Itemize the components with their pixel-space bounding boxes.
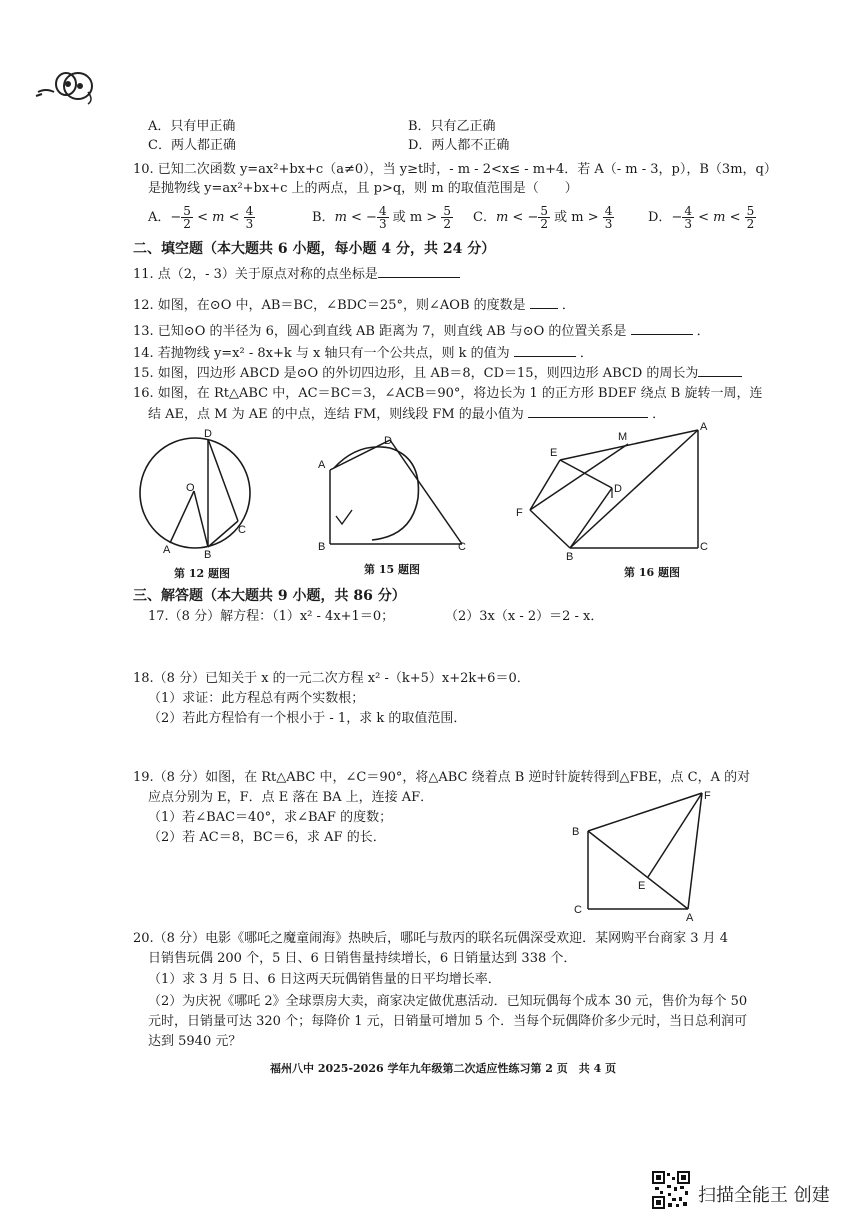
q9-option-b: B．只有乙正确 — [408, 119, 496, 134]
page-footer: 福州八中 2025-2026 学年九年级第二次适应性练习第 2 页 共 4 页 — [270, 1062, 617, 1075]
q17-part2: （2）3x（x - 2）＝2 - x． — [445, 609, 604, 624]
figure-15-caption: 第 15 题图 — [364, 563, 420, 576]
fig15-label-b: B — [318, 541, 326, 553]
figure-12-caption: 第 12 题图 — [174, 567, 230, 580]
fig15-label-d: D — [384, 435, 392, 447]
figure-16 — [510, 420, 720, 568]
q9-option-a: A．只有甲正确 — [148, 119, 236, 134]
q19-part1: （1）若∠BAC＝40°，求∠BAF 的度数； — [148, 810, 393, 825]
q12: 12. 如图，在⊙O 中，AB＝BC，∠BDC＝25°，则∠AOB 的度数是 ． — [133, 298, 575, 313]
fig19-label-f: F — [704, 790, 711, 802]
q20-line2: 日销售玩偶 200 个，5 日、6 日销售量持续增长，6 日销量达到 338 个． — [148, 951, 577, 966]
q10-option-d: D．− $\frac{4}{3}$ < m < $\frac{5}{2}$ — [648, 204, 755, 231]
q11: 11. 点（2，- 3）关于原点对称的点坐标是 — [133, 265, 460, 284]
q16-line1: 16. 如图，在 Rt△ABC 中，AC＝BC＝3，∠ACB＝90°，将边长为 1 的正方形 BDEF 绕点 B 旋转一周，连 — [133, 386, 763, 401]
q20-part2a: （2）为庆祝《哪吒 2》全球票房大卖，商家决定做优惠活动．已知玩偶每个成本 30 元，售价为每个 50 — [148, 994, 748, 1009]
q20-part1: （1）求 3 月 5 日、6 日这两天玩偶销售量的日平均增长率． — [148, 972, 501, 987]
q19-line1: 19.（8 分）如图，在 Rt△ABC 中，∠C＝90°，将△ABC 绕着点 B 逆时针旋转得到△FBE，点 C，A 的对 — [133, 770, 751, 785]
fig12-label-d: D — [204, 428, 212, 440]
fig12-label-b: B — [204, 549, 212, 560]
fig16-label-m: M — [618, 431, 628, 443]
q10-line2: 是抛物线 y=ax²+bx+c 上的两点，且 p>q，则 m 的取值范围是（ ） — [148, 181, 578, 196]
q15: 15. 如图，四边形 ABCD 是⊙O 的外切四边形，且 AB＝8，CD＝15，则四边形 ABCD 的周长为 — [133, 364, 742, 383]
figure-19 — [568, 785, 718, 925]
q16-line2: 结 AE，点 M 为 AE 的中点，连结 FM，则线段 FM 的最小值为 ． — [148, 407, 666, 422]
fig19-label-c: C — [574, 904, 582, 916]
fig16-label-f: F — [516, 507, 523, 519]
fig12-label-a: A — [163, 544, 171, 556]
fig19-label-a: A — [686, 912, 694, 924]
q10-line1: 10. 已知二次函数 y=ax²+bx+c（a≠0），当 y≥t时，- m - 2<x≤ - m+4．若 A（- m - 3，p），B（3m，q） — [133, 162, 777, 177]
q18-part2: （2）若此方程恰有一个根小于 - 1，求 k 的取值范围． — [148, 711, 467, 726]
fig16-label-a: A — [700, 421, 708, 433]
q17-stem: 17.（8 分）解方程：（1）x² - 4x+1＝0； — [148, 609, 395, 624]
q9-option-c: C．两人都正确 — [148, 138, 236, 153]
q9-option-d: D．两人都不正确 — [408, 138, 510, 153]
qr-code-icon — [652, 1171, 690, 1209]
fig19-label-b: B — [572, 826, 580, 838]
q20-line1: 20.（8 分）电影《哪吒之魔童闹海》热映后，哪吒与敖丙的联名玩偶深受欢迎．某网购平台商家 3 月 4 — [133, 931, 729, 946]
q14: 14. 若抛物线 y=x² - 8x+k 与 x 轴只有一个公共点，则 k 的值为 ． — [133, 346, 593, 361]
q13: 13. 已知⊙O 的半径为 6，圆心到直线 AB 距离为 7，则直线 AB 与⊙O 的位置关系是 ． — [133, 324, 710, 339]
fig16-label-d: D — [614, 483, 622, 495]
q10-option-c: C．m < − $\frac{5}{2}$ 或 m > $\frac{4}{3}$ — [473, 204, 613, 231]
q18-part1: （1）求证：此方程总有两个实数根； — [148, 691, 365, 706]
q10-option-a: A．− $\frac{5}{2}$ < m < $\frac{4}{3}$ — [148, 204, 254, 231]
figure-12 — [130, 425, 260, 560]
doodle-sketch — [30, 62, 100, 110]
q18-stem: 18.（8 分）已知关于 x 的一元二次方程 x² -（k+5）x+2k+6＝0． — [133, 671, 530, 686]
camscanner-watermark: 扫描全能王 创建 — [698, 1185, 830, 1206]
figure-16-caption: 第 16 题图 — [624, 566, 680, 579]
q19-line2: 应点分别为 E，F．点 E 落在 BA 上，连接 AF． — [148, 790, 434, 805]
fig19-label-e: E — [638, 880, 646, 892]
q10-option-b: B．m < − $\frac{4}{3}$ 或 m > $\frac{5}{2}$ — [312, 204, 452, 231]
q20-part2b: 元时，日销量可达 320 个；每降价 1 元，日销量可增加 5 个．当每个玩偶降价多少元时，当日总利润可 — [148, 1014, 748, 1029]
section-2-heading: 二、填空题（本大题共 6 小题，每小题 4 分，共 24 分） — [133, 241, 496, 257]
fig16-label-c: C — [700, 541, 708, 553]
q20-part2c: 达到 5940 元？ — [148, 1034, 242, 1049]
section-3-heading: 三、解答题（本大题共 9 小题，共 86 分） — [133, 588, 406, 604]
fig12-label-o: O — [186, 482, 195, 494]
fig15-label-c: C — [458, 541, 466, 553]
figure-15 — [312, 428, 477, 553]
fig16-label-b: B — [566, 551, 574, 563]
fig16-label-e: E — [550, 447, 558, 459]
fig12-label-c: C — [238, 524, 246, 536]
fig15-label-a: A — [318, 459, 326, 471]
q19-part2: （2）若 AC＝8，BC＝6，求 AF 的长． — [148, 830, 386, 845]
